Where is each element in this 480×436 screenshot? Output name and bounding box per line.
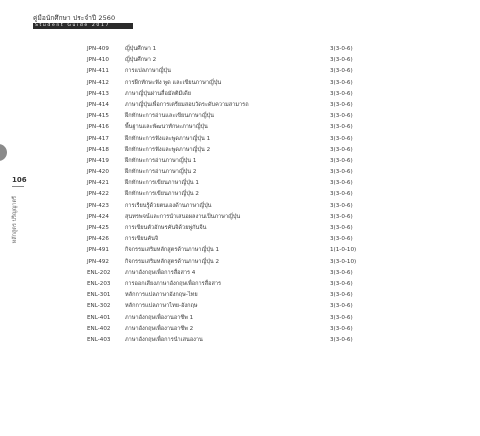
- course-credits: 1(1-0-10): [330, 247, 357, 254]
- course-credits: 3(3-0-6): [330, 314, 353, 321]
- course-name: ภาษาอังกฤษเพื่องานอาชีพ 1: [125, 314, 194, 321]
- course-credits: 3(3-0-6): [330, 303, 353, 310]
- course-name: ภาษาญี่ปุ่นเพื่อการเตรียมสอบวัดระดับความสามารถ: [125, 101, 249, 108]
- course-row: [0, 290, 480, 301]
- course-credits: 3(3-0-6): [330, 336, 353, 343]
- course-code: JPN-422: [87, 191, 109, 198]
- course-credits: 3(3-0-6): [330, 292, 353, 299]
- course-code: JPN-416: [87, 124, 109, 131]
- course-credits: 3(3-0-6): [330, 169, 353, 176]
- course-credits: 3(3-0-6): [330, 180, 353, 187]
- course-credits: 3(3-0-6): [330, 269, 353, 276]
- course-code: JPN-419: [87, 157, 109, 164]
- course-name: การเรียนรู้ด้วยตนเองด้านภาษาญี่ปุ่น: [125, 202, 212, 209]
- course-row: [0, 189, 480, 200]
- course-name: ฝึกทักษะการฟังและพูดภาษาญี่ปุ่น 1: [125, 135, 211, 142]
- course-credits: 3(3-0-6): [330, 213, 353, 220]
- course-row: [0, 324, 480, 335]
- course-row: [0, 167, 480, 178]
- course-name: พื้นฐานและพัฒนาทักษะภาษาญี่ปุ่น: [125, 124, 208, 131]
- course-name: การเขียนคันจิ: [125, 236, 159, 243]
- course-code: JPN-418: [87, 146, 109, 153]
- course-name: ภาษาอังกฤษเพื่อการนำเสนองาน: [125, 336, 203, 343]
- course-row: [0, 89, 480, 100]
- course-credits: 3(3-0-6): [330, 191, 353, 198]
- course-row: [0, 201, 480, 212]
- course-name: ฝึกทักษะการเขียนภาษาญี่ปุ่น 2: [125, 191, 199, 198]
- course-name: หลักการแปลภาษาอังกฤษ-ไทย: [125, 292, 198, 299]
- course-credits: 3(3-0-6): [330, 90, 353, 97]
- course-name: การแปลภาษาญี่ปุ่น: [125, 68, 171, 75]
- page-number: 106: [12, 176, 27, 184]
- course-name: ญี่ปุ่นศึกษา 1: [125, 46, 157, 52]
- course-name: ฝึกทักษะการฟังและพูดภาษาญี่ปุ่น 2: [125, 146, 211, 153]
- course-row: [0, 178, 480, 189]
- guide-subtitle-band: [33, 23, 133, 29]
- course-name: ฝึกทักษะการอ่านภาษาญี่ปุ่น 2: [125, 169, 197, 176]
- course-credits: 3(3-0-6): [330, 113, 353, 120]
- course-row: [0, 44, 480, 55]
- course-row: [0, 100, 480, 111]
- course-name: ฝึกทักษะการอ่านและเขียนภาษาญี่ปุ่น: [125, 113, 214, 120]
- course-credits: 3(3-0-6): [330, 79, 353, 86]
- course-code: JPN-412: [87, 79, 109, 86]
- course-credits: 3(3-0-6): [330, 325, 353, 332]
- course-row: [0, 313, 480, 324]
- course-row: [0, 122, 480, 133]
- course-name: ฝึกทักษะการเขียนภาษาญี่ปุ่น 1: [125, 180, 199, 187]
- course-credits: 3(3-0-6): [330, 225, 353, 231]
- course-row: [0, 301, 480, 312]
- course-row: [0, 223, 480, 234]
- course-row: [0, 279, 480, 290]
- course-row: [0, 212, 480, 223]
- course-code: JPN-411: [87, 68, 109, 75]
- course-code: JPN-492: [87, 258, 109, 265]
- course-code: ENL-302: [87, 303, 111, 310]
- course-row: [0, 245, 480, 256]
- course-name: ญี่ปุ่นศึกษา 2: [125, 57, 157, 64]
- course-credits: 3(3-0-6): [330, 202, 353, 209]
- course-code: JPN-413: [87, 90, 109, 97]
- course-row: [0, 257, 480, 268]
- side-section-label: หลักสูตร ปริญญาตรี: [12, 196, 18, 244]
- course-name: สุนทรพจน์และการนำเสนอผลงานเป็นภาษาญี่ปุ่น: [125, 213, 241, 220]
- course-row: [0, 111, 480, 122]
- course-list: [0, 44, 480, 346]
- course-row: [0, 78, 480, 89]
- course-row: [0, 55, 480, 66]
- course-code: JPN-421: [87, 180, 109, 187]
- course-credits: 3(3-0-6): [330, 101, 353, 108]
- course-code: ENL-202: [87, 269, 111, 276]
- course-code: JPN-423: [87, 202, 109, 209]
- course-credits: 3(3-0-6): [330, 280, 353, 287]
- course-row: [0, 145, 480, 156]
- course-code: JPN-425: [87, 225, 109, 231]
- guide-title: คู่มือนักศึกษา ประจำปี 2560: [33, 14, 116, 22]
- course-credits: 3(3-0-6): [330, 57, 353, 64]
- course-row: [0, 335, 480, 346]
- course-name: หลักการแปลภาษาไทย-อังกฤษ: [125, 303, 198, 310]
- course-code: ENL-301: [87, 292, 111, 299]
- course-name: กิจกรรมเสริมหลักสูตรด้านภาษาญี่ปุ่น 1: [125, 247, 220, 254]
- course-code: ENL-203: [87, 280, 111, 287]
- course-credits: 3(3-0-6): [330, 68, 353, 75]
- course-name: ภาษาอังกฤษเพื่อการสื่อสาร 4: [125, 269, 196, 276]
- course-code: JPN-424: [87, 213, 109, 220]
- guide-subtitle: Student Guide 2017: [35, 23, 110, 28]
- course-code: JPN-426: [87, 236, 109, 243]
- course-row: [0, 234, 480, 245]
- course-code: JPN-417: [87, 135, 109, 142]
- course-code: ENL-403: [87, 336, 111, 343]
- course-code: JPN-491: [87, 247, 109, 254]
- course-row: [0, 156, 480, 167]
- course-row: [0, 134, 480, 145]
- course-code: JPN-415: [87, 113, 109, 120]
- course-code: JPN-409: [87, 46, 109, 52]
- course-credits: 3(3-0-6): [330, 46, 353, 52]
- course-name: ภาษาอังกฤษเพื่องานอาชีพ 2: [125, 325, 194, 332]
- course-code: JPN-414: [87, 101, 109, 108]
- course-credits: 3(3-0-6): [330, 146, 353, 153]
- course-credits: 3(3-0-10): [330, 258, 357, 265]
- course-code: JPN-420: [87, 169, 109, 176]
- course-credits: 3(3-0-6): [330, 236, 353, 243]
- course-row: [0, 268, 480, 279]
- course-code: JPN-410: [87, 57, 109, 64]
- course-name: ฝึกทักษะการอ่านภาษาญี่ปุ่น 1: [125, 157, 197, 164]
- course-name: การออกเสียงภาษาอังกฤษเพื่อการสื่อสาร: [125, 280, 222, 287]
- course-name: ภาษาญี่ปุ่นผ่านสื่อมัลติมีเดีย: [125, 90, 192, 97]
- course-code: ENL-402: [87, 325, 111, 332]
- course-credits: 3(3-0-6): [330, 135, 353, 142]
- course-name: กิจกรรมเสริมหลักสูตรด้านภาษาญี่ปุ่น 2: [125, 258, 220, 265]
- course-credits: 3(3-0-6): [330, 157, 353, 164]
- course-name: การเขียนตัวอักษรคันจิด้วยพู่กันจีน: [125, 225, 207, 231]
- course-credits: 3(3-0-6): [330, 124, 353, 131]
- course-code: ENL-401: [87, 314, 111, 321]
- course-row: [0, 66, 480, 77]
- course-name: การฝึกทักษะฟัง พูด และเขียนภาษาญี่ปุ่น: [125, 79, 222, 86]
